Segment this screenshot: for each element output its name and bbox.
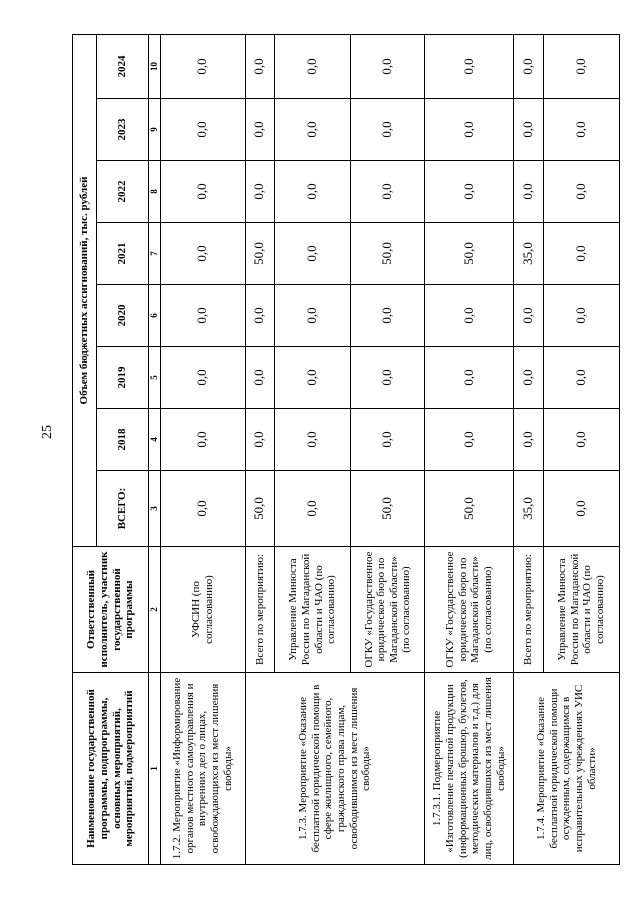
table-row — [245, 34, 275, 864]
executor-cell: Управление Минюста России по Магаданской области и ЧАО (по согласованию) — [543, 547, 619, 673]
column-number: 8 — [149, 161, 161, 223]
value-cell: 0,0 — [543, 99, 619, 161]
header-year: 2022 — [97, 161, 149, 223]
value-cell: 0,0 — [351, 285, 425, 347]
measure-name: 1.7.3. Мероприятие «Оказание бесплатной юридической помощи в сфере жилищного, семейного, гражданского права лицам, освободившимся из мест лишения свободы» — [245, 673, 425, 865]
header-year: 2020 — [97, 285, 149, 347]
header-name: Наименование государственной программы, подпрограммы, основных мероприятий, мероприятий, подмероприятий — [73, 673, 149, 865]
value-cell: 0,0 — [275, 285, 351, 347]
value-cell: 0,0 — [543, 409, 619, 471]
column-number: 4 — [149, 409, 161, 471]
executor-cell: Всего по мероприятию: — [245, 547, 275, 673]
header-budget-group: Объем бюджетных ассигнований, тыс. рублей — [73, 34, 97, 546]
value-cell: 0,0 — [351, 409, 425, 471]
header-year: 2023 — [97, 99, 149, 161]
value-total: 0,0 — [543, 471, 619, 547]
column-number: 7 — [149, 223, 161, 285]
header-executor: Ответственный исполнитель, участник государственной программы — [73, 547, 149, 673]
value-cell: 0,0 — [351, 34, 425, 98]
value-cell: 0,0 — [425, 347, 514, 409]
value-cell: 0,0 — [160, 99, 245, 161]
value-cell: 50,0 — [425, 223, 514, 285]
value-cell: 0,0 — [160, 34, 245, 98]
value-cell: 0,0 — [245, 34, 275, 98]
value-cell: 0,0 — [543, 34, 619, 98]
value-cell: 0,0 — [160, 161, 245, 223]
value-cell: 0,0 — [351, 99, 425, 161]
executor-cell: Всего по мероприятию: — [514, 547, 544, 673]
value-cell: 0,0 — [275, 409, 351, 471]
column-number: 9 — [149, 99, 161, 161]
value-cell: 0,0 — [514, 161, 544, 223]
value-cell: 0,0 — [425, 34, 514, 98]
value-cell: 0,0 — [245, 99, 275, 161]
value-cell: 0,0 — [160, 347, 245, 409]
header-year: 2018 — [97, 409, 149, 471]
value-cell: 0,0 — [425, 99, 514, 161]
value-total: 0,0 — [275, 471, 351, 547]
table-row — [160, 34, 245, 864]
column-number: 3 — [149, 471, 161, 547]
budget-table — [72, 34, 620, 865]
value-total: 50,0 — [351, 471, 425, 547]
value-cell: 0,0 — [514, 409, 544, 471]
column-number: 6 — [149, 285, 161, 347]
executor-cell: Управление Минюста России по Магаданской области и ЧАО (по согласованию) — [275, 547, 351, 673]
header-total: ВСЕГО: — [97, 471, 149, 547]
value-cell: 0,0 — [275, 99, 351, 161]
value-cell: 50,0 — [351, 223, 425, 285]
measure-name: 1.7.2. Мероприятие «Информирование органов местного самоуправления и внутренних дел о лицах, освобождающихся из мест лишения свободы» — [160, 673, 245, 865]
executor-cell: ОГКУ «Государственное юридическое бюро по Магаданской области» (по согласованию) — [425, 547, 514, 673]
column-number: 10 — [149, 34, 161, 98]
value-cell: 0,0 — [543, 223, 619, 285]
page-number: 25 — [40, 425, 55, 439]
column-number: 1 — [149, 673, 161, 865]
value-cell: 0,0 — [351, 161, 425, 223]
value-total: 50,0 — [425, 471, 514, 547]
value-cell: 0,0 — [245, 347, 275, 409]
value-cell: 0,0 — [245, 285, 275, 347]
value-cell: 0,0 — [543, 285, 619, 347]
value-cell: 0,0 — [543, 161, 619, 223]
value-cell: 0,0 — [425, 285, 514, 347]
value-cell: 0,0 — [351, 347, 425, 409]
measure-name: 1.7.4. Мероприятие «Оказание бесплатной юридической помощи осужденным, содержащимся в исправительных учреждениях УИС области» — [514, 673, 620, 865]
table-row — [514, 34, 544, 864]
value-cell: 0,0 — [514, 347, 544, 409]
executor-cell: ОГКУ «Государственное юридическое бюро по Магаданской области» (по согласованию) — [351, 547, 425, 673]
value-cell: 0,0 — [245, 409, 275, 471]
header-year: 2019 — [97, 347, 149, 409]
header-year: 2024 — [97, 34, 149, 98]
value-cell: 0,0 — [425, 161, 514, 223]
measure-name: 1.7.3.1. Подмероприятие «Изготовление печатной продукции (информационных брошюр, буклетов, методических материалов и т.д.) для лиц, освободившихся из мест лишения свободы» — [425, 673, 514, 865]
value-cell: 0,0 — [543, 347, 619, 409]
value-total: 35,0 — [514, 471, 544, 547]
value-cell: 0,0 — [275, 223, 351, 285]
value-cell: 0,0 — [425, 409, 514, 471]
value-cell: 0,0 — [514, 99, 544, 161]
value-cell: 50,0 — [245, 223, 275, 285]
value-cell: 0,0 — [275, 34, 351, 98]
table-row — [425, 34, 514, 864]
value-total: 0,0 — [160, 471, 245, 547]
value-cell: 0,0 — [275, 161, 351, 223]
value-cell: 0,0 — [514, 34, 544, 98]
column-number-row — [149, 34, 161, 864]
value-cell: 0,0 — [514, 285, 544, 347]
value-cell: 0,0 — [160, 285, 245, 347]
column-number: 5 — [149, 347, 161, 409]
value-cell: 0,0 — [245, 161, 275, 223]
value-cell: 0,0 — [160, 223, 245, 285]
executor-cell: УФСИН (по согласованию) — [160, 547, 245, 673]
header-year: 2021 — [97, 223, 149, 285]
value-cell: 0,0 — [160, 409, 245, 471]
value-cell: 0,0 — [275, 347, 351, 409]
column-number: 2 — [149, 547, 161, 673]
value-cell: 35,0 — [514, 223, 544, 285]
value-total: 50,0 — [245, 471, 275, 547]
rotated-table-wrapper — [72, 35, 620, 865]
